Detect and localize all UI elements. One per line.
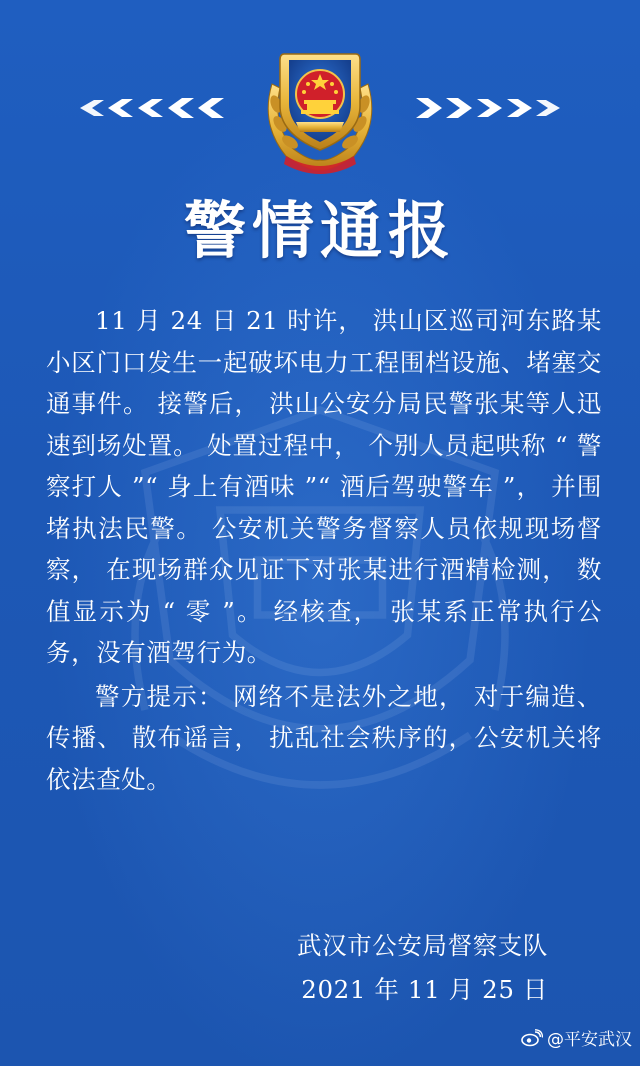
wing-chevrons-right-icon bbox=[414, 94, 562, 122]
page-title: 警情通报 bbox=[183, 194, 456, 267]
notice-paragraph: 11 月 24 日 21 时许， 洪山区巡司河东路某小区门口发生一起破坏电力工程围档设施、堵塞交通事件。 接警后， 洪山公安分局民警张某等人迅速到场处置。 处置过程中， 个别人员起哄称 “ 警察打人 ”“ 身上有酒味 ”“ 酒后驾驶警车 ”， 并围堵执法民警。 公安机关警务督察人员依规现场督察， 在现场群众见证下对张某进行酒精检测， 数值显示为 “ 零 ”。 经核查， 张某系正常执行公务，没有酒驾行为。 bbox=[46, 306, 602, 667]
notice-body bbox=[46, 300, 602, 800]
wing-chevrons-left-icon bbox=[78, 94, 226, 122]
weibo-account: @平安武汉 bbox=[547, 1030, 632, 1050]
signature-block bbox=[297, 924, 548, 1012]
issuer-name: 武汉市公安局督察支队 bbox=[297, 931, 548, 960]
issue-date: 2021 年 11 月 25 日 bbox=[301, 975, 548, 1004]
weibo-icon bbox=[521, 1029, 543, 1047]
notice-paragraph: 警方提示： 网络不是法外之地， 对于编造、 传播、 散布谣言， 扰乱社会秩序的，公安机关将依法查处。 bbox=[46, 681, 602, 794]
weibo-watermark bbox=[521, 1025, 632, 1050]
police-emblem-icon bbox=[256, 44, 384, 176]
